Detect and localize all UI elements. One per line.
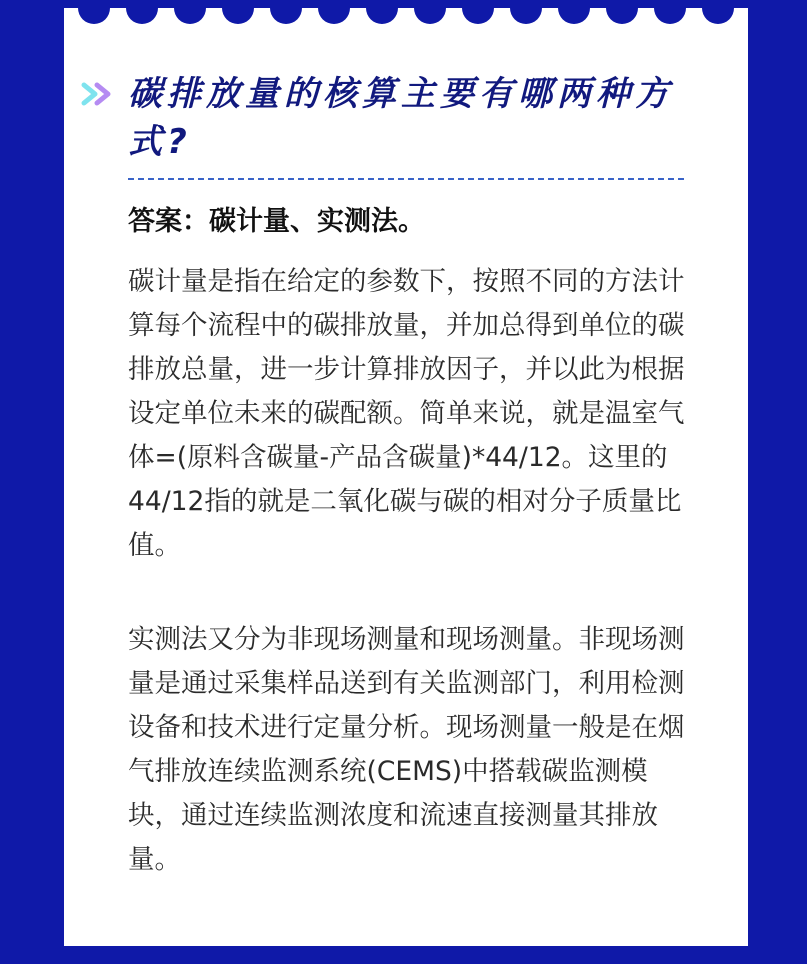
answer-paragraph: 实测法又分为非现场测量和现场测量。非现场测量是通过采集样品送到有关监测部门，利用检测设备和技术进行定量分析。现场测量一般是在烟气排放连续监测系统(CEMS)中搭载碳监测模块，通过连续监测浓度和流速直接测量其排放量。	[128, 624, 685, 875]
double-chevron-right-icon	[80, 81, 116, 107]
answer-paragraph: 碳计量是指在给定的参数下，按照不同的方法计算每个流程中的碳排放量，并加总得到单位的碳排放总量，进一步计算排放因子，并以此为根据设定单位未来的碳配额。简单来说，就是温室气体=(原料含碳量-产品含碳量)*44/12。这里的44/12指的就是二氧化碳与碳的相对分子质量比值。	[128, 266, 685, 561]
question-title: 碳排放量的核算主要有哪两种方式?	[128, 74, 674, 162]
scalloped-edge	[64, 0, 748, 36]
dashed-divider	[128, 178, 684, 180]
answer-label: 答案：碳计量、实测法。	[128, 206, 425, 237]
